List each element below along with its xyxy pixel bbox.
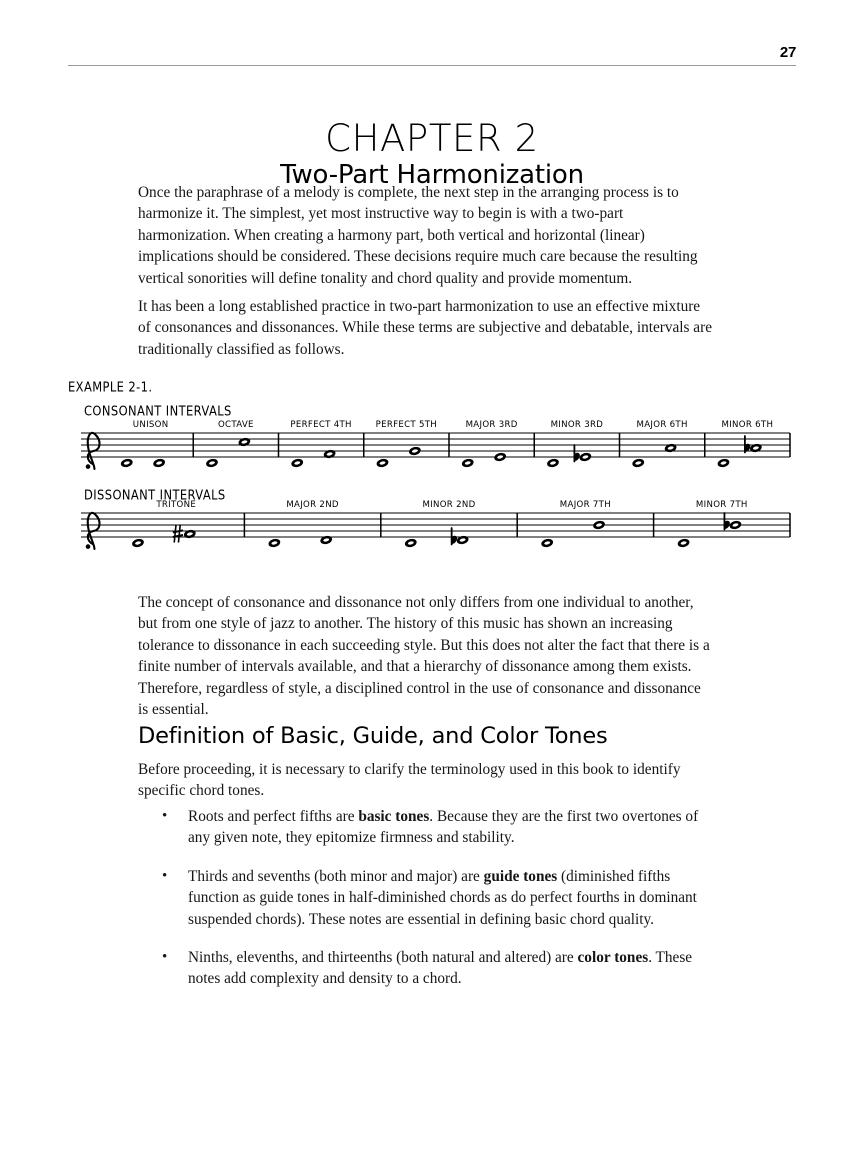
interval-label: MINOR 2ND: [422, 500, 476, 510]
interval-label: PERFECT 5TH: [375, 420, 438, 430]
whole-note: [724, 513, 742, 530]
list-item-text: Thirds and sevenths (both minor and major) are: [188, 867, 484, 885]
whole-note: [574, 445, 592, 462]
staff-system: [81, 420, 790, 469]
whole-note: [374, 458, 392, 469]
interval-label: MINOR 6TH: [721, 420, 774, 430]
whole-note: [544, 458, 562, 469]
list-item: [138, 806, 714, 849]
paragraph-3: The concept of consonance and dissonance not only differs from one individual to another, but from one style of jazz to another. The history of this music has shown an increasing tolerance to dissonance in each succeeding style. But this does not alter the fact that there is a finite number of intervals available, and that a hierarchy of dissonance among them exists. Therefore, regardless of style, a disciplined control in the use of consonance and dissonance is essential.: [138, 594, 710, 719]
interval-label: MAJOR 6TH: [636, 420, 688, 430]
flat-icon: [574, 453, 579, 461]
whole-note: [408, 446, 422, 457]
list-item-term: color tones: [577, 949, 649, 967]
list-item-text: . These notes add complexity and density to a chord.: [188, 949, 693, 988]
paragraph-4: Before proceeding, it is necessary to clarify the terminology used in this book to identify specific chord tones.: [138, 761, 681, 800]
flat-icon: [724, 521, 729, 529]
interval-label: UNISON: [132, 420, 169, 430]
whole-note: [173, 525, 197, 543]
whole-note: [323, 449, 337, 460]
whole-note: [265, 538, 283, 549]
whole-note: [592, 520, 606, 531]
interval-label: MAJOR 2ND: [286, 500, 339, 510]
sharp-icon: [174, 525, 176, 543]
bullet-icon: •: [162, 949, 168, 966]
whole-note: [129, 538, 147, 549]
interval-label: OCTAVE: [217, 420, 254, 430]
example-label: EXAMPLE 2-1.: [68, 379, 153, 395]
list-item-text: Ninths, elevenths, and thirteenths (both natural and altered) are: [188, 949, 578, 967]
bullet-icon: •: [162, 808, 168, 824]
staff-system: [81, 500, 790, 549]
bullet-icon: •: [162, 867, 168, 884]
whole-note: [150, 458, 168, 469]
whole-note: [675, 538, 693, 549]
interval-label: PERFECT 4TH: [290, 420, 352, 430]
sharp-icon: [178, 525, 180, 543]
chapter-subtitle: Two-Part Harmonization: [280, 159, 584, 190]
interval-label: MINOR 3RD: [550, 420, 604, 430]
treble-clef-shape: [86, 544, 91, 549]
interval-label: MAJOR 3RD: [465, 420, 518, 430]
whole-note: [715, 458, 733, 469]
whole-note: [118, 458, 136, 469]
definition-bullet-list: [138, 806, 714, 1007]
list-item-text: (diminished fifths function as guide tones in half-diminished chords as do perfect fourths in dominant suspended chords). These notes are essential in defining basic chord quality.: [188, 867, 697, 928]
interval-label: MINOR 7TH: [695, 500, 748, 510]
whole-note: [538, 538, 556, 549]
list-item-text: Roots and perfect fifths are: [188, 808, 359, 825]
whole-note: [459, 458, 477, 469]
page-number: 27: [779, 44, 796, 61]
list-item-term: guide tones: [483, 867, 558, 885]
flat-icon: [452, 536, 457, 544]
whole-note: [288, 458, 306, 469]
whole-note: [238, 437, 252, 448]
list-item-text: . Because they are the first two overtones of any given note, they epitomize firmness and stability.: [188, 808, 699, 847]
interval-label: MAJOR 7TH: [559, 500, 611, 510]
whole-note: [629, 458, 647, 469]
treble-clef-shape: [86, 464, 91, 469]
whole-note: [402, 538, 420, 549]
list-item: [138, 947, 714, 990]
chapter-title: CHAPTER 2: [325, 116, 539, 160]
whole-note: [317, 535, 335, 546]
system-label-dissonant: DISSONANT INTERVALS: [84, 487, 226, 503]
paragraph-2: It has been a long established practice in two-part harmonization to use an effective mixture of consonances and dissonances. While these terms are subjective and debatable, intervals are traditionally classified as follows.: [138, 298, 712, 358]
section-heading: Definition of Basic, Guide, and Color Tones: [138, 723, 608, 749]
list-item: [138, 866, 714, 930]
paragraph-1: Once the paraphrase of a melody is complete, the next step in the arranging process is to harmonize it. The simplest, yet most instructive way to begin is with a two-part harmonization. When creating a harmony part, both vertical and horizontal (linear) implications should be considered. These decisions require much care because the resulting vertical sonorities will define tonality and chord quality and provide momentum.: [138, 184, 698, 287]
list-item-term: basic tones: [358, 808, 430, 825]
interval-label: TRITONE: [156, 500, 197, 510]
whole-note: [664, 443, 678, 454]
system-label-consonant: CONSONANT INTERVALS: [84, 403, 232, 419]
whole-note: [203, 458, 221, 469]
whole-note: [493, 452, 507, 463]
